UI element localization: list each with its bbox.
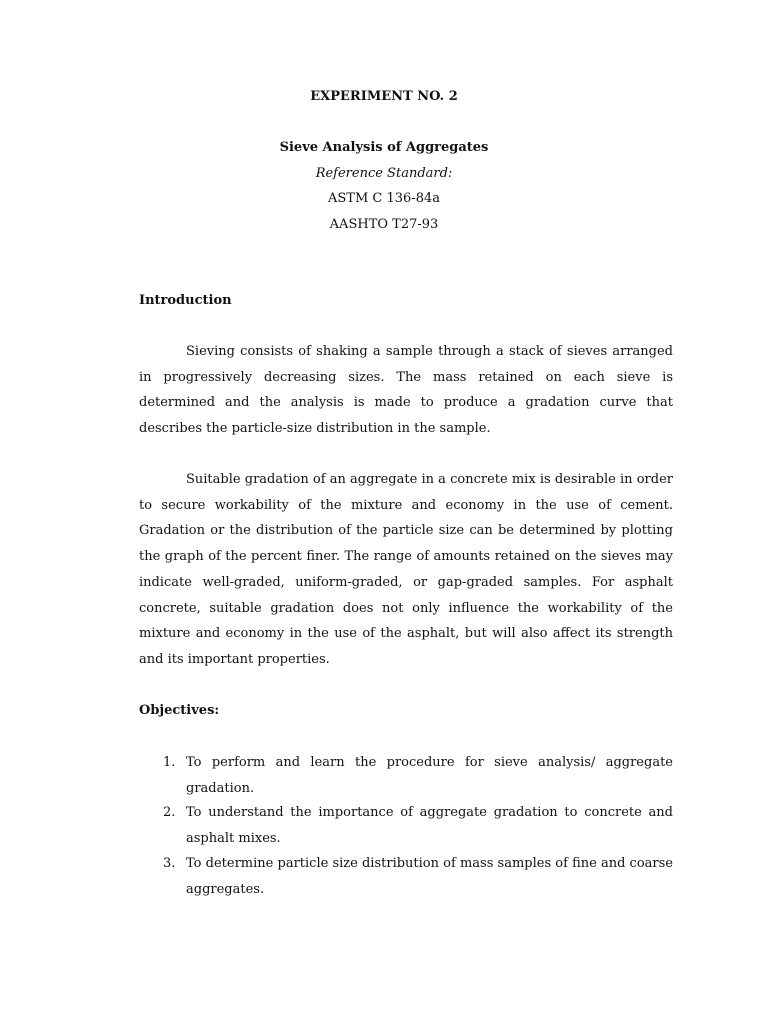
objective-item-3	[139, 851, 673, 902]
objective-number: 2.	[163, 805, 176, 821]
objective-item-2	[139, 800, 673, 851]
objectives-list	[139, 750, 673, 901]
introduction-paragraph-2: Suitable gradation of an aggregate in a concrete mix is desirable in order to secure workability of the mixture and economy in the use of cement. Gradation or the distribution of the particle size can be determined by plotting the graph of the percent finer. The range of amounts retained on the sieves may indicate well-graded, uniform-graded, or gap-graded samples. For asphalt concrete, suitable gradation does not only influence the workability of the mixture and economy in the use of the asphalt, but will also affect its strength and its important properties.	[139, 472, 673, 667]
objectives-heading: Objectives:	[139, 703, 220, 718]
standard-astm: ASTM C 136-84a	[328, 191, 440, 206]
introduction-heading: Introduction	[139, 293, 232, 308]
standard-aashto: AASHTO T27-93	[329, 217, 439, 232]
introduction-paragraph-1: Sieving consists of shaking a sample through a stack of sieves arranged in progressively decreasing sizes. The mass retained on each sieve is determined and the analysis is made to produce a gradation curve that describes the particle-size distribution in the sample.	[139, 344, 673, 437]
objective-text: To determine particle size distribution of mass samples of fine and coarse aggregates.	[186, 855, 673, 897]
objective-text: To understand the importance of aggregate gradation to concrete and asphalt mixes.	[186, 805, 673, 847]
experiment-number: EXPERIMENT NO. 2	[310, 89, 458, 104]
objective-number: 3.	[163, 855, 176, 871]
objective-text: To perform and learn the procedure for sieve analysis/ aggregate gradation.	[186, 755, 673, 796]
objective-item-1	[139, 750, 673, 801]
objective-number: 1.	[163, 755, 176, 770]
document-title: Sieve Analysis of Aggregates	[279, 140, 489, 155]
reference-standard-label: Reference Standard:	[315, 166, 453, 181]
